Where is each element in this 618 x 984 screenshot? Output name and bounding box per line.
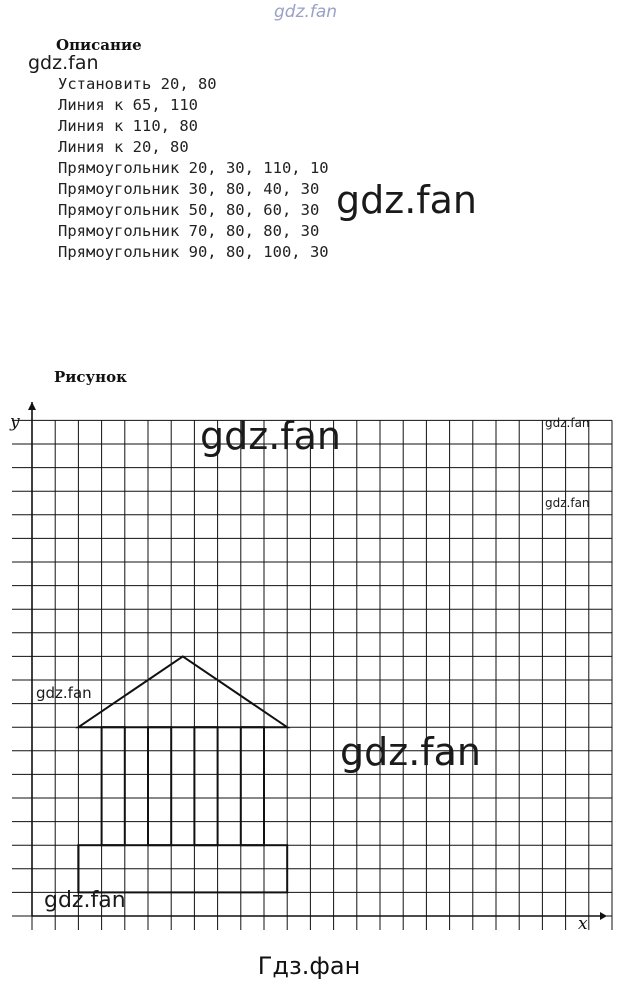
footer-caption: Гдз.фан bbox=[257, 952, 361, 980]
watermark-right-1: gdz.fan bbox=[545, 416, 590, 430]
picture-heading: Рисунок bbox=[54, 368, 127, 386]
watermark-large-1: gdz.fan bbox=[336, 178, 478, 222]
column-rectangle bbox=[102, 727, 125, 845]
axes bbox=[28, 402, 607, 920]
watermark-large-3: gdz.fan bbox=[340, 730, 482, 774]
grid-lines bbox=[12, 420, 612, 930]
column-rectangle bbox=[241, 727, 264, 845]
watermark-top: gdz.fan bbox=[274, 2, 338, 22]
command-line: Линия к 110, 80 bbox=[58, 117, 198, 135]
command-line: Прямоугольник 50, 80, 60, 30 bbox=[58, 201, 320, 219]
watermark-small-3: gdz.fan bbox=[44, 888, 126, 913]
y-axis-arrow-icon bbox=[28, 402, 36, 410]
column-rectangle bbox=[148, 727, 171, 845]
watermark-small-1: gdz.fan bbox=[28, 52, 99, 74]
command-line: Прямоугольник 90, 80, 100, 30 bbox=[58, 243, 329, 261]
column-rectangle bbox=[194, 727, 217, 845]
command-line: Прямоугольник 70, 80, 80, 30 bbox=[58, 222, 320, 240]
command-line: Прямоугольник 30, 80, 40, 30 bbox=[58, 180, 320, 198]
watermark-large-2: gdz.fan bbox=[200, 414, 342, 458]
x-axis-label: x bbox=[578, 914, 588, 934]
command-line: Линия к 65, 110 bbox=[58, 96, 198, 114]
watermark-right-2: gdz.fan bbox=[545, 496, 590, 510]
y-axis-label: y bbox=[10, 412, 20, 432]
watermark-small-2: gdz.fan bbox=[36, 684, 92, 702]
x-axis-arrow-icon bbox=[600, 912, 607, 920]
description-heading: Описание bbox=[56, 36, 142, 54]
command-line: Линия к 20, 80 bbox=[58, 138, 189, 156]
roof-triangle bbox=[78, 656, 287, 727]
command-line: Прямоугольник 20, 30, 110, 10 bbox=[58, 159, 329, 177]
command-line: Установить 20, 80 bbox=[58, 75, 217, 93]
